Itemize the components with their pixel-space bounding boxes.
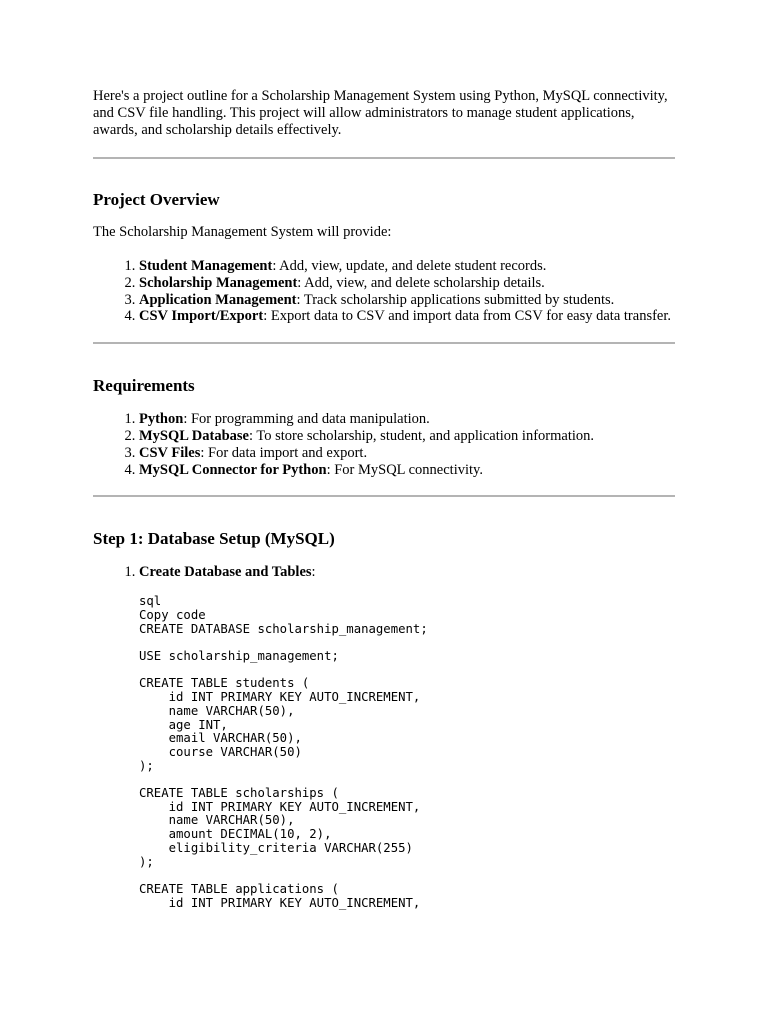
section-heading-overview: Project Overview [93,190,220,209]
list-item-desc: : Add, view, update, and delete student records. [272,258,547,274]
list-item-desc: : For programming and data manipulation. [183,411,430,428]
list-item [139,292,675,309]
copy-code-label: Copy code [139,607,206,622]
list-item [139,411,675,428]
overview-list [93,258,675,325]
list-item [139,445,675,462]
list-item-term: Python [139,411,184,428]
list-item-term: MySQL Connector for Python [139,461,327,478]
section-heading-requirements: Requirements [93,376,195,396]
list-item-term: Application Management [139,291,297,308]
list-item [139,258,675,275]
step1-list [93,564,675,581]
list-item-term: Student Management [139,258,273,274]
section-divider [93,157,675,159]
list-item-desc: : [311,564,316,581]
list-item-term: Scholarship Management [139,274,298,291]
code-content: CREATE DATABASE scholarship_management; USE scholarship_management; CREATE TABLE students ( id INT PRIMARY KEY AUTO_INCREMENT, name VARCHAR(50), age INT, email VARCHAR(50), course VARCHAR(50) ); CREATE TABLE scholarships ( id INT PRIMARY KEY AUTO_INCREMENT, name VARCHAR(50), amount DECIMAL(10, 2), eligibility_criteria VARCHAR(255) ); CREATE TABLE applications ( id INT PRIMARY KEY AUTO_INCREMENT, [139,621,428,910]
overview-lead: The Scholarship Management System will provide: [93,224,392,240]
list-item-desc: : For data import and export. [200,444,368,461]
list-item [139,564,675,581]
list-item-term: MySQL Database [139,427,249,444]
list-item-desc: : To store scholarship, student, and application information. [248,427,595,444]
list-item-desc: : Track scholarship applications submitted by students. [296,291,615,308]
list-item [139,275,675,292]
list-item-desc: : For MySQL connectivity. [326,461,483,478]
list-item-desc: : Add, view, and delete scholarship details. [297,274,545,291]
document-page [93,88,675,910]
list-item-term: CSV Import/Export [139,308,264,325]
list-item [139,308,675,325]
section-divider [93,342,675,344]
requirements-list [93,411,675,478]
list-item [139,428,675,445]
section-heading-step1: Step 1: Database Setup (MySQL) [93,529,335,549]
section-divider [93,495,675,497]
list-item [139,462,675,479]
code-block [139,595,675,910]
list-item-term: Create Database and Tables [139,564,312,581]
list-item-desc: : Export data to CSV and import data from CSV for easy data transfer. [263,308,672,325]
list-item-term: CSV Files [139,444,201,461]
code-language-label: sql [139,594,162,609]
intro-paragraph: Here's a project outline for a Scholarship Management System using Python, MySQL connectivity, and CSV file handling. This project will allow administrators to manage student applications, awards, and scholarship details effectively. [93,88,668,138]
